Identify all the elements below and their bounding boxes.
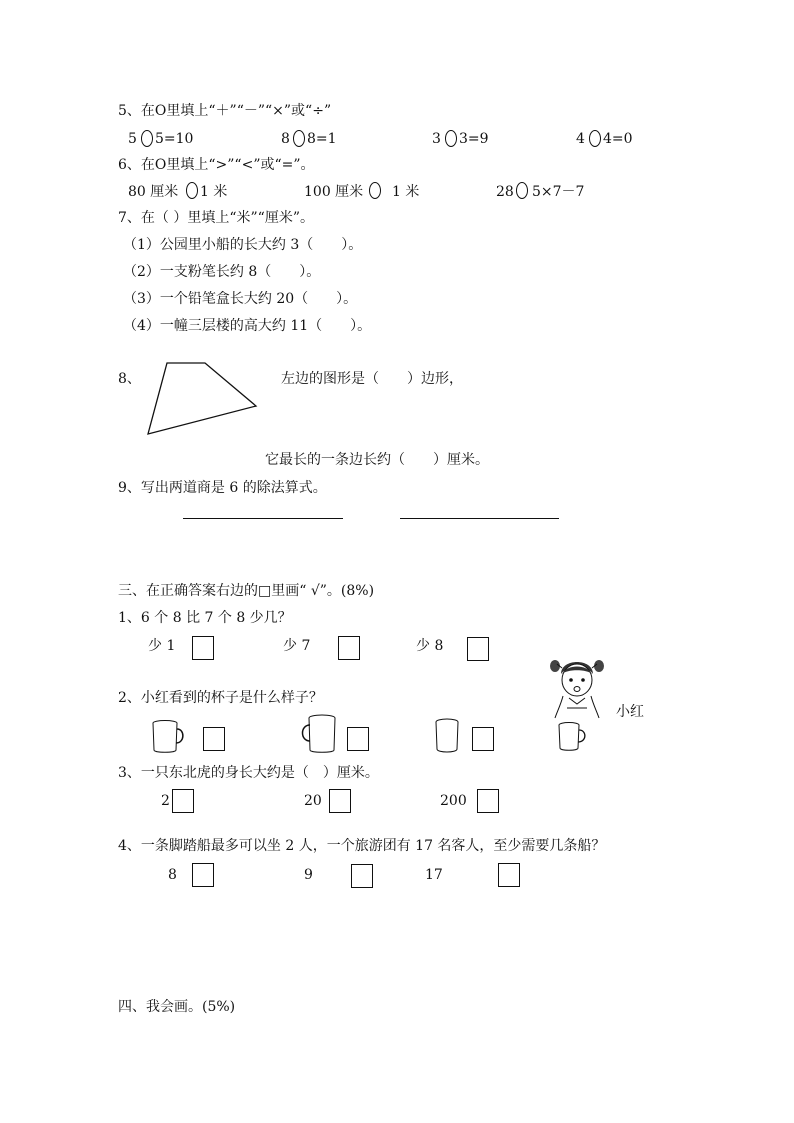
- q6-item-3-left: 28: [496, 184, 514, 200]
- q5-item-3-right: 3=9: [459, 131, 489, 147]
- s3-q4-checkbox-1[interactable]: [192, 863, 214, 887]
- q9-answer-line-2[interactable]: [400, 518, 559, 519]
- q5-oval-4[interactable]: [589, 130, 601, 147]
- s3-q3-title: 3、一只东北虎的身长大约是（ ）厘米。: [118, 765, 379, 781]
- s3-q4-checkbox-3[interactable]: [498, 863, 520, 887]
- q7-item-4: （4）一幢三层楼的高大约 11（ ）。: [123, 318, 372, 334]
- q6-oval-3[interactable]: [516, 182, 528, 199]
- s3-q3-option-1: 2: [161, 793, 170, 809]
- s3-q1-checkbox-1[interactable]: [192, 636, 214, 660]
- q8-number: 8、: [118, 371, 141, 387]
- q6-item-3-right: 5×7－7: [532, 184, 585, 200]
- s3-q1-checkbox-2[interactable]: [338, 636, 360, 660]
- q5-oval-1[interactable]: [141, 130, 153, 147]
- girl-xiaohong-illustration: [549, 652, 609, 720]
- q5-oval-2[interactable]: [293, 130, 305, 147]
- q6-item-1-left: 80 厘米: [128, 184, 179, 200]
- cup-handle-left-icon: [297, 714, 337, 754]
- cup-no-handle-icon: [435, 718, 461, 754]
- q9-answer-line-1[interactable]: [183, 518, 343, 519]
- cup-handle-right-icon: [151, 720, 189, 754]
- q7-item-1: （1）公园里小船的长大约 3（ ）。: [123, 237, 363, 253]
- q7-item-2: （2）一支粉笔长约 8（ ）。: [123, 264, 321, 280]
- q5-item-2-left: 8: [281, 131, 290, 147]
- s3-q3-option-3: 200: [440, 793, 467, 809]
- s3-q3-checkbox-3[interactable]: [477, 789, 499, 813]
- q5-item-1-right: 5=10: [155, 131, 194, 147]
- s3-q2-name-label: 小红: [616, 704, 644, 720]
- q6-item-1-right: 1 米: [200, 184, 228, 200]
- q6-oval-2[interactable]: [369, 182, 381, 199]
- s3-q2-checkbox-3[interactable]: [472, 727, 494, 751]
- q9-title: 9、写出两道商是 6 的除法算式。: [118, 480, 327, 496]
- s3-q1-option-2: 少 7: [283, 638, 311, 654]
- s3-q2-checkbox-1[interactable]: [203, 727, 225, 751]
- s3-q4-option-1: 8: [168, 867, 177, 883]
- s3-q1-checkbox-3[interactable]: [467, 637, 489, 661]
- s3-q2-checkbox-2[interactable]: [347, 727, 369, 751]
- q5-item-4-right: 4=0: [603, 131, 633, 147]
- q7-title: 7、在（ ）里填上“米”“厘米”。: [118, 210, 314, 226]
- s3-q3-checkbox-1[interactable]: [172, 789, 194, 813]
- section4-title: 四、我会画。(5%): [118, 999, 236, 1015]
- s3-q3-option-2: 20: [304, 793, 322, 809]
- s3-q1-option-1: 少 1: [148, 638, 176, 654]
- q5-title: 5、在O里填上“＋”“－”“×”或“÷”: [118, 103, 332, 119]
- q5-item-1-left: 5: [128, 131, 137, 147]
- s3-q4-title: 4、一条脚踏船最多可以坐 2 人，一个旅游团有 17 名客人，至少需要几条船？: [118, 838, 606, 854]
- s3-q1-option-3: 少 8: [416, 638, 444, 654]
- s3-q2-title: 2、小红看到的杯子是什么样子？: [118, 690, 323, 706]
- q5-oval-3[interactable]: [445, 130, 457, 147]
- q6-item-2-left: 100 厘米: [304, 184, 364, 200]
- q8-line1: 左边的图形是（ ）边形，: [281, 371, 463, 387]
- s3-q3-checkbox-2[interactable]: [329, 789, 351, 813]
- q6-title: 6、在O里填上“>”“<”或“=”。: [118, 157, 315, 173]
- q5-item-2-right: 8=1: [307, 131, 337, 147]
- q5-item-4-left: 4: [576, 131, 585, 147]
- cup-small-handle-right-icon: [557, 722, 591, 752]
- s3-q4-option-3: 17: [425, 867, 443, 883]
- q8-quadrilateral-figure: [145, 361, 265, 441]
- s3-q4-option-2: 9: [304, 867, 313, 883]
- q5-item-3-left: 3: [432, 131, 441, 147]
- q6-oval-1[interactable]: [186, 182, 198, 199]
- s3-q4-checkbox-2[interactable]: [351, 864, 373, 888]
- q6-item-2-right: 1 米: [392, 184, 420, 200]
- q8-line2: 它最长的一条边长约（ ）厘米。: [265, 452, 489, 468]
- q7-item-3: （3）一个铅笔盒长大约 20（ ）。: [123, 291, 358, 307]
- s3-q1-title: 1、6 个 8 比 7 个 8 少几？: [118, 610, 292, 626]
- section3-title: 三、在正确答案右边的□里画“ √”。(8%): [118, 583, 375, 599]
